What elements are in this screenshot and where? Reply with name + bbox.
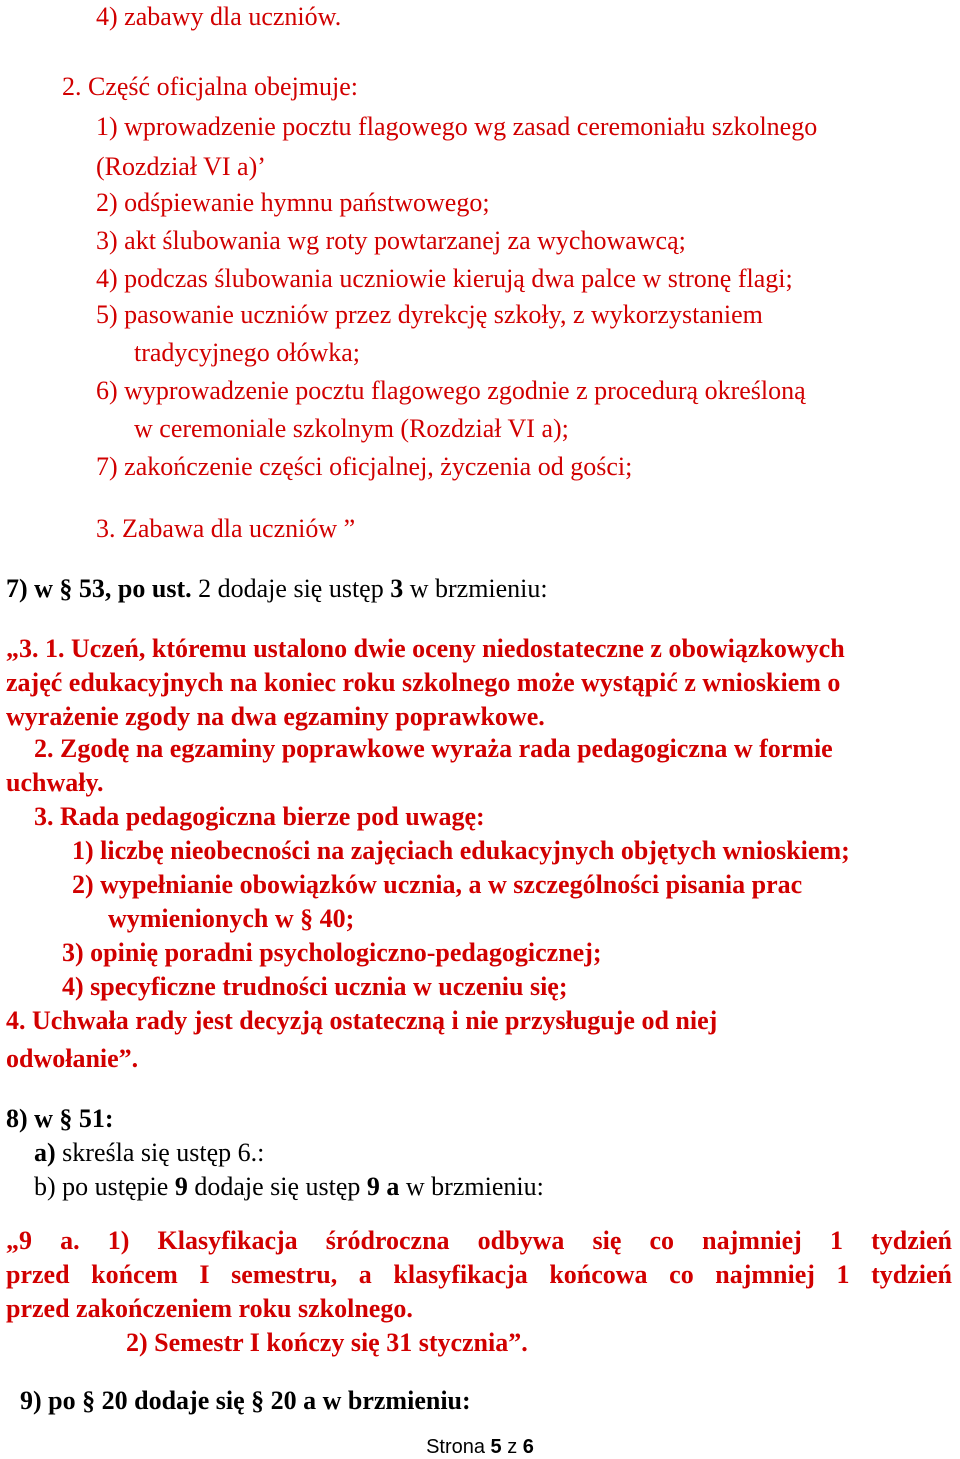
amendment-8-b	[34, 1172, 544, 1202]
criterion-4: 4) specyficzne trudności ucznia w uczeniu się;	[62, 972, 568, 1001]
amendment-8-a	[34, 1138, 264, 1168]
list-item-zabawy: 4) zabawy dla uczniów.	[96, 2, 342, 31]
criterion-2: 2) wypełnianie obowiązków ucznia, a w szczególności pisania prac	[72, 870, 803, 899]
criterion-3: 3) opinię poradni psychologiczno-pedagogicznej;	[62, 938, 602, 967]
footer-of: z	[501, 1436, 523, 1458]
paragraph-3-1-line2: zajęć edukacyjnych na koniec roku szkolnego może wystąpić z wnioskiem o	[6, 668, 841, 697]
paragraph-3-4-line2: odwołanie”.	[6, 1044, 139, 1073]
footer-page-total: 6	[522, 1436, 534, 1458]
paragraph-3-4-line1: 4. Uchwała rady jest decyzją ostateczną i nie przysługuje od niej	[6, 1006, 718, 1035]
list-item-1: 1) wprowadzenie pocztu flagowego wg zasad ceremoniału szkolnego	[96, 112, 818, 141]
list-item-6-cont: w ceremoniale szkolnym (Rozdział VI a);	[134, 414, 569, 443]
amendment-7-rest: w brzmieniu:	[403, 574, 548, 603]
amendment-8-heading: 8) w § 51:	[6, 1104, 114, 1133]
paragraph-9a-1-line3: przed zakończeniem roku szkolnego.	[6, 1294, 413, 1323]
amendment-8-b-pre: b) po ustępie	[34, 1172, 175, 1201]
amendment-7-mid: 2 dodaje się ustęp	[191, 574, 391, 603]
paragraph-9a-2: 2) Semestr I kończy się 31 stycznia”.	[126, 1328, 528, 1357]
amendment-7-heading	[6, 574, 548, 604]
amendment-7-prefix: 7) w § 53, po ust.	[6, 574, 192, 603]
paragraph-3-1-line1: „3. 1. Uczeń, któremu ustalono dwie oceny niedostateczne z obowiązkowych	[6, 634, 845, 663]
list-item-6: 6) wyprowadzenie pocztu flagowego zgodnie z procedurą określoną	[96, 376, 806, 405]
list-item-3: 3) akt ślubowania wg roty powtarzanej za wychowawcą;	[96, 226, 686, 255]
criterion-1: 1) liczbę nieobecności na zajęciach edukacyjnych objętych wnioskiem;	[72, 836, 850, 865]
amendment-8-b-num2: 9 a	[366, 1172, 400, 1201]
footer-page-number: 5	[490, 1436, 502, 1458]
paragraph-3-1-line3: wyrażenie zgody na dwa egzaminy poprawkowe.	[6, 702, 545, 731]
paragraph-9a-1-line1: „9 a. 1) Klasyfikacja śródroczna odbywa się co najmniej 1 tydzień	[6, 1226, 952, 1255]
list-item-5: 5) pasowanie uczniów przez dyrekcję szkoły, z wykorzystaniem	[96, 300, 763, 329]
page-footer	[0, 1436, 960, 1458]
section-heading-czesc-oficjalna: 2. Część oficjalna obejmuje:	[62, 72, 359, 101]
list-item-4: 4) podczas ślubowania uczniowie kierują dwa palce w stronę flagi;	[96, 264, 793, 293]
list-item-1-cont: (Rozdział VI a)’	[96, 152, 266, 181]
amendment-8-b-post: w brzmieniu:	[399, 1172, 544, 1201]
amendment-7-num: 3	[390, 574, 404, 603]
amendment-9-heading: 9) po § 20 dodaje się § 20 a w brzmieniu:	[20, 1386, 471, 1415]
section-heading-zabawa: 3. Zabawa dla uczniów ”	[96, 514, 356, 543]
paragraph-3-2-line1: 2. Zgodę na egzaminy poprawkowe wyraża rada pedagogiczna w formie	[34, 734, 833, 763]
paragraph-3-2-line2: uchwały.	[6, 768, 104, 797]
paragraph-9a-1-line2: przed końcem I semestru, a klasyfikacja końcowa co najmniej 1 tydzień	[6, 1260, 952, 1289]
amendment-8-b-num: 9	[174, 1172, 188, 1201]
footer-label: Strona	[426, 1436, 491, 1458]
list-item-7: 7) zakończenie części oficjalnej, życzenia od gości;	[96, 452, 633, 481]
amendment-8-a-text: skreśla się ustęp 6.:	[55, 1138, 265, 1167]
criterion-2-cont: wymienionych w § 40;	[108, 904, 355, 933]
amendment-8-a-label: a)	[34, 1138, 56, 1167]
paragraph-3-3: 3. Rada pedagogiczna bierze pod uwagę:	[34, 802, 485, 831]
list-item-5-cont: tradycyjnego ołówka;	[134, 338, 360, 367]
amendment-8-b-mid: dodaje się ustęp	[187, 1172, 367, 1201]
list-item-2: 2) odśpiewanie hymnu państwowego;	[96, 188, 490, 217]
